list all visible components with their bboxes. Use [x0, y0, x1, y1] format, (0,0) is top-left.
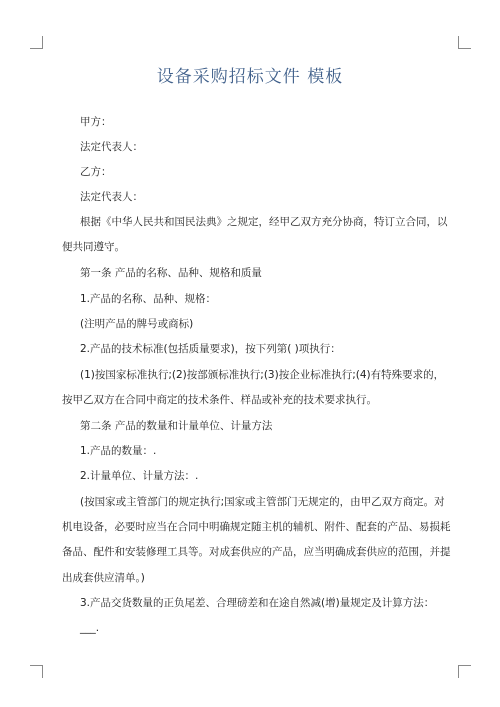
- party-b-label: 乙方：: [80, 166, 112, 178]
- article-2-heading: 第二条 产品的数量和计量单位、计量方法: [80, 420, 273, 432]
- article-1-item-1: 1.产品的名称、品种、规格：: [80, 293, 217, 305]
- party-a-representative-label: 法定代表人：: [80, 141, 143, 153]
- party-b-representative-label: 法定代表人：: [80, 191, 143, 203]
- intro-paragraph-line-2: 便共同遵守。: [62, 241, 125, 253]
- standards-paragraph-line-2: 按甲乙双方在合同中商定的技术条件、样品或补充的技术要求执行。: [62, 394, 377, 406]
- intro-paragraph-line-1: 根据《中华人民共和国民法典》之规定，经甲乙双方充分协商，特订立合同，以: [80, 216, 448, 228]
- document-title: 设备采购招标文件 模板: [156, 67, 344, 87]
- crop-mark-bottom-left: [30, 665, 43, 678]
- measurement-note-line-2: 机电设备，必要时应当在合同中明确规定随主机的辅机、附件、配套的产品、易损耗: [62, 521, 451, 533]
- standards-paragraph-line-1: (1)按国家标准执行;(2)按部颁标准执行;(3)按企业标准执行;(4)有特殊要求的，: [80, 369, 445, 381]
- crop-mark-top-left: [30, 36, 43, 49]
- crop-mark-top-right: [458, 36, 471, 49]
- article-2-item-1: 1.产品的数量：.: [80, 445, 157, 457]
- article-2-item-3: 3.产品交货数量的正负尾差、合理磅差和在途自然减(增)量规定及计算方法：: [80, 597, 435, 609]
- article-1-item-2: 2.产品的技术标准(包括质量要求)，按下列第( )项执行：: [80, 343, 341, 355]
- measurement-note-line-3: 备品、配件和安装修理工具等。对成套供应的产品，应当明确成套供应的范围，并提: [62, 546, 451, 558]
- party-a-label: 甲方：: [80, 116, 112, 128]
- article-1-heading: 第一条 产品的名称、品种、规格和质量: [80, 267, 262, 279]
- measurement-note-line-4: 出成套供应清单。): [62, 572, 145, 584]
- article-1-note: (注明产品的牌号或商标): [80, 318, 194, 330]
- article-2-item-3-blank: ___.: [80, 622, 100, 634]
- article-2-item-2: 2.计量单位、计量方法：.: [80, 470, 199, 482]
- measurement-note-line-1: (按国家或主管部门的规定执行;国家或主管部门无规定的，由甲乙双方商定。对: [80, 496, 445, 508]
- crop-mark-bottom-right: [458, 665, 471, 678]
